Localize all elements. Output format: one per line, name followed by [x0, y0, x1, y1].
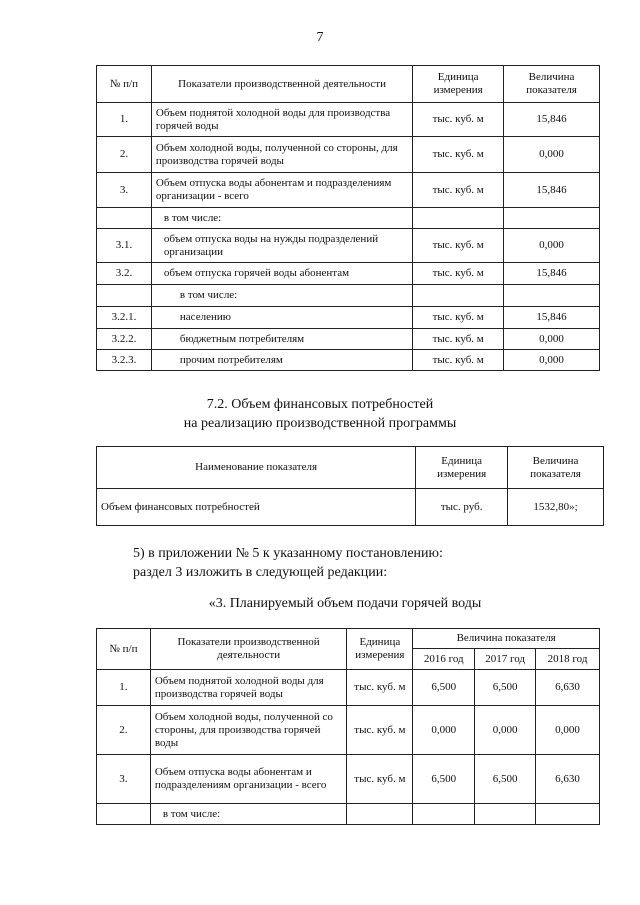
- row-num: 1.: [97, 103, 152, 137]
- row-value-2016: 6,500: [413, 755, 475, 804]
- amendment-paragraph-line1: 5) в приложении № 5 к указанному постановлению:: [133, 546, 443, 561]
- row-unit: тыс. куб. м: [413, 137, 504, 173]
- table-row: [97, 804, 600, 825]
- header-indicator-name: Наименование показателя: [97, 447, 416, 489]
- header-year-2017: 2017 год: [475, 649, 536, 670]
- row-num: 3.2.1.: [97, 307, 152, 329]
- row-indicator: объем отпуска воды на нужды подразделений организации: [151, 229, 412, 263]
- row-num: [97, 208, 152, 229]
- header-value-group: Величина показателя: [413, 629, 600, 649]
- row-value: 15,846: [504, 307, 600, 329]
- row-unit: тыс. куб. м: [347, 670, 413, 706]
- row-indicator: населению: [151, 307, 412, 329]
- row-value: 15,846: [504, 103, 600, 137]
- amendment-paragraph-line2: раздел 3 изложить в следующей редакции:: [133, 565, 388, 580]
- row-num: 3.2.2.: [97, 329, 152, 350]
- header-year-2016: 2016 год: [413, 649, 475, 670]
- section-title-line1: 7.2. Объем финансовых потребностей: [206, 397, 434, 412]
- header-year-2018: 2018 год: [536, 649, 600, 670]
- row-value-2018: 6,630: [536, 670, 600, 706]
- row-unit: тыс. куб. м: [347, 755, 413, 804]
- row-num: 3.1.: [97, 229, 152, 263]
- row-value: [504, 285, 600, 307]
- header-indicator: Показатели производственной деятельности: [151, 66, 412, 103]
- row-unit: тыс. куб. м: [413, 173, 504, 208]
- header-indicator: Показатели производственной деятельности: [150, 629, 347, 670]
- row-indicator: Объем отпуска воды абонентам и подразделениям организации - всего: [150, 755, 347, 804]
- row-value-2018: [536, 804, 600, 825]
- page-number: 7: [316, 30, 324, 45]
- table-row: [97, 350, 600, 371]
- row-num: 2.: [97, 706, 151, 755]
- row-value: 1532,80»;: [508, 489, 604, 526]
- header-value: Величина показателя: [504, 66, 600, 103]
- row-unit: тыс. куб. м: [413, 350, 504, 371]
- row-num: [97, 804, 151, 825]
- row-num: 3.: [97, 755, 151, 804]
- row-indicator: прочим потребителям: [151, 350, 412, 371]
- row-value-2016: 0,000: [413, 706, 475, 755]
- table-row: [97, 137, 600, 173]
- row-value: [504, 208, 600, 229]
- row-indicator: Объем отпуска воды абонентам и подразделениям организации - всего: [151, 173, 412, 208]
- row-unit: тыс. куб. м: [413, 307, 504, 329]
- row-unit: тыс. куб. м: [413, 103, 504, 137]
- table-row: [97, 285, 600, 307]
- row-unit: тыс. куб. м: [413, 329, 504, 350]
- row-value-2016: 6,500: [413, 670, 475, 706]
- row-indicator: в том числе:: [151, 208, 412, 229]
- row-unit: тыс. куб. м: [413, 229, 504, 263]
- row-num: 1.: [97, 670, 151, 706]
- row-unit: [413, 208, 504, 229]
- table-row: [97, 229, 600, 263]
- row-indicator: в том числе:: [150, 804, 347, 825]
- row-indicator: Объем холодной воды, полученной со стороны, для производства горячей воды: [151, 137, 412, 173]
- table-row: [97, 173, 600, 208]
- row-indicator: Объем поднятой холодной воды для производства горячей воды: [151, 103, 412, 137]
- row-value-2018: 6,630: [536, 755, 600, 804]
- table-row: [97, 307, 600, 329]
- row-num: 3.: [97, 173, 152, 208]
- row-indicator: Объем финансовых потребностей: [97, 489, 416, 526]
- header-num: № п/п: [97, 629, 151, 670]
- row-unit: [413, 285, 504, 307]
- row-value: 15,846: [504, 263, 600, 285]
- header-value: Величина показателя: [508, 447, 604, 489]
- hot-water-supply-table: [96, 628, 600, 825]
- header-num: № п/п: [97, 66, 152, 103]
- table-row: [97, 670, 600, 706]
- row-num: [97, 285, 152, 307]
- table-header-row: [97, 629, 600, 649]
- row-value-2017: 6,500: [475, 755, 536, 804]
- header-unit: Единица измерения: [413, 66, 504, 103]
- row-value-2017: 6,500: [475, 670, 536, 706]
- production-indicators-table: [96, 65, 600, 371]
- table-header-row: [97, 66, 600, 103]
- row-indicator: Объем холодной воды, полученной со стороны, для производства горячей воды: [150, 706, 347, 755]
- row-indicator: Объем поднятой холодной воды для производства горячей воды: [150, 670, 347, 706]
- header-unit: Единица измерения: [416, 447, 508, 489]
- table-row: [97, 208, 600, 229]
- row-unit: тыс. куб. м: [413, 263, 504, 285]
- table-header-row: [97, 447, 604, 489]
- row-value: 0,000: [504, 229, 600, 263]
- row-value: 0,000: [504, 329, 600, 350]
- row-value-2018: 0,000: [536, 706, 600, 755]
- row-value: 0,000: [504, 137, 600, 173]
- table-row: [97, 103, 600, 137]
- table-row: [97, 489, 604, 526]
- row-indicator: бюджетным потребителям: [151, 329, 412, 350]
- row-num: 2.: [97, 137, 152, 173]
- section-title-line2: на реализацию производственной программы: [183, 416, 457, 431]
- table-row: [97, 706, 600, 755]
- table-row: [97, 755, 600, 804]
- row-unit: тыс. руб.: [416, 489, 508, 526]
- row-indicator: объем отпуска горячей воды абонентам: [151, 263, 412, 285]
- row-value-2017: [475, 804, 536, 825]
- table-row: [97, 329, 600, 350]
- row-value: 0,000: [504, 350, 600, 371]
- section-title: «3. Планируемый объем подачи горячей воды: [208, 596, 482, 611]
- financial-needs-table: [96, 446, 604, 526]
- row-value-2016: [413, 804, 475, 825]
- row-unit: [347, 804, 413, 825]
- header-unit: Единица измерения: [347, 629, 413, 670]
- row-value-2017: 0,000: [475, 706, 536, 755]
- row-num: 3.2.: [97, 263, 152, 285]
- row-value: 15,846: [504, 173, 600, 208]
- row-unit: тыс. куб. м: [347, 706, 413, 755]
- table-row: [97, 263, 600, 285]
- row-indicator: в том числе:: [151, 285, 412, 307]
- row-num: 3.2.3.: [97, 350, 152, 371]
